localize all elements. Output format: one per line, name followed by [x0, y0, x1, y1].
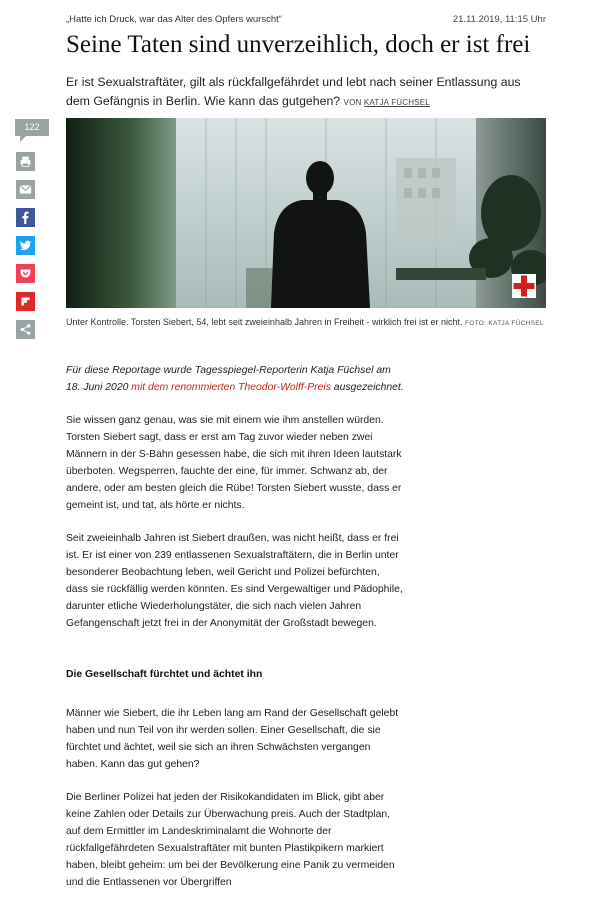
paragraph-4: Die Berliner Polizei hat jeden der Risikokandidaten im Blick, gibt aber keine Zahlen oder Details zur Überwachung preis. Auch der Stadtplan, auf dem Ermittler im Landeskriminalamt die Wohnorte der rückfallgefährdeten Sexualstraftäter mit bunten Plastikpikern markiert haben, bleibt geheim: um bei der Bevölkerung eine Panik zu vermeiden und die Entlassenen vor Übergriffen — [66, 792, 395, 888]
caption-text: Unter Kontrolle. Torsten Siebert, 54, lebt seit zweieinhalb Jahren in Freiheit - wirklich frei ist er nicht. — [66, 317, 463, 327]
tagesspiegel-plus-badge — [512, 274, 536, 298]
twitter-icon — [19, 239, 32, 252]
byline-prefix: VON — [343, 98, 362, 107]
award-link[interactable]: mit dem renommierten Theodor-Wolff-Preis — [131, 382, 331, 393]
twitter-button[interactable] — [16, 236, 35, 255]
article-body — [66, 362, 404, 907]
byline — [344, 98, 430, 107]
article-kicker: „Hatte ich Druck, war das Alter des Opfers wurscht“ — [66, 14, 282, 25]
print-icon — [19, 155, 32, 168]
article-date: 21.11.2019, 11:15 Uhr — [452, 14, 546, 25]
award-note-suffix: ausgezeichnet. — [333, 382, 404, 393]
window-silhouette-photo — [66, 118, 546, 308]
share-button[interactable] — [16, 320, 35, 339]
facebook-icon — [19, 211, 32, 224]
award-note-prefix: Für diese Reportage wurde Tagesspiegel-Reporterin Katja Füchsel am 18. Juni 2020 — [66, 365, 391, 393]
flipboard-button[interactable] — [16, 292, 35, 311]
paragraph-3: Männer wie Siebert, die ihr Leben lang am Rand der Gesellschaft gelebt haben und nun Teil von ihr werden sollen. Einer Gesellschaft, die sie fürchtet und ächtet, weil sie sich an ihren Schwächsten vergangen haben. Kann das gut gehen? — [66, 708, 399, 770]
pocket-button[interactable] — [16, 264, 35, 283]
paragraph-2: Seit zweieinhalb Jahren ist Siebert draußen, was nicht heißt, dass er frei ist. Er ist einer von 239 entlassenen Sexualstraftätern, die in Berlin unter besonderer Beobachtung leben, weil Gericht und Polizei befürchten, dass sie rückfällig werden könnten. Es sind Vergewaltiger und Pädophile, darunter etliche Wiederholungstäter, die sich nach vielen Jahren Gefangenschaft jetzt frei in der Anonymität der Großstadt bewegen. — [66, 533, 403, 629]
author-link[interactable]: KATJA FÜCHSEL — [363, 98, 430, 107]
print-button[interactable] — [16, 152, 35, 171]
email-button[interactable] — [16, 180, 35, 199]
image-caption — [66, 317, 546, 327]
email-icon — [19, 183, 32, 196]
comment-count-badge[interactable]: 122 — [15, 119, 49, 136]
article-image — [66, 118, 546, 308]
pocket-icon — [19, 267, 32, 280]
award-note — [66, 362, 404, 396]
flipboard-icon — [19, 295, 32, 308]
share-icon — [19, 323, 32, 336]
article-lead — [66, 73, 546, 112]
facebook-button[interactable] — [16, 208, 35, 227]
paragraph-1: Sie wissen ganz genau, was sie mit einem wie ihm anstellen würden. Torsten Siebert sagt, dass er erst am Tag zuvor wieder neben zwei Männern in der S-Bahn gesessen habe, die sich mit ihren Ideen lautstark überboten. Wegsperren, fauchte der eine, für immer. Schwanz ab, der andere, oder am besten gleich die Rübe! Torsten Siebert wusste, dass er gemeint ist, und tat, als hörte er nichts. — [66, 415, 402, 511]
photo-credit: FOTO: KATJA FÜCHSEL — [465, 320, 544, 327]
subheading: Die Gesellschaft fürchtet und ächtet ihn — [66, 669, 263, 680]
article-headline: Seine Taten sind unverzeihlich, doch er ist frei — [66, 31, 531, 58]
lead-text: Er ist Sexualstraftäter, gilt als rückfallgefährdet und lebt nach seiner Entlassung aus dem Gefängnis in Berlin. Wie kann das gutgehen? — [66, 75, 521, 108]
red-cross-icon — [512, 274, 536, 298]
